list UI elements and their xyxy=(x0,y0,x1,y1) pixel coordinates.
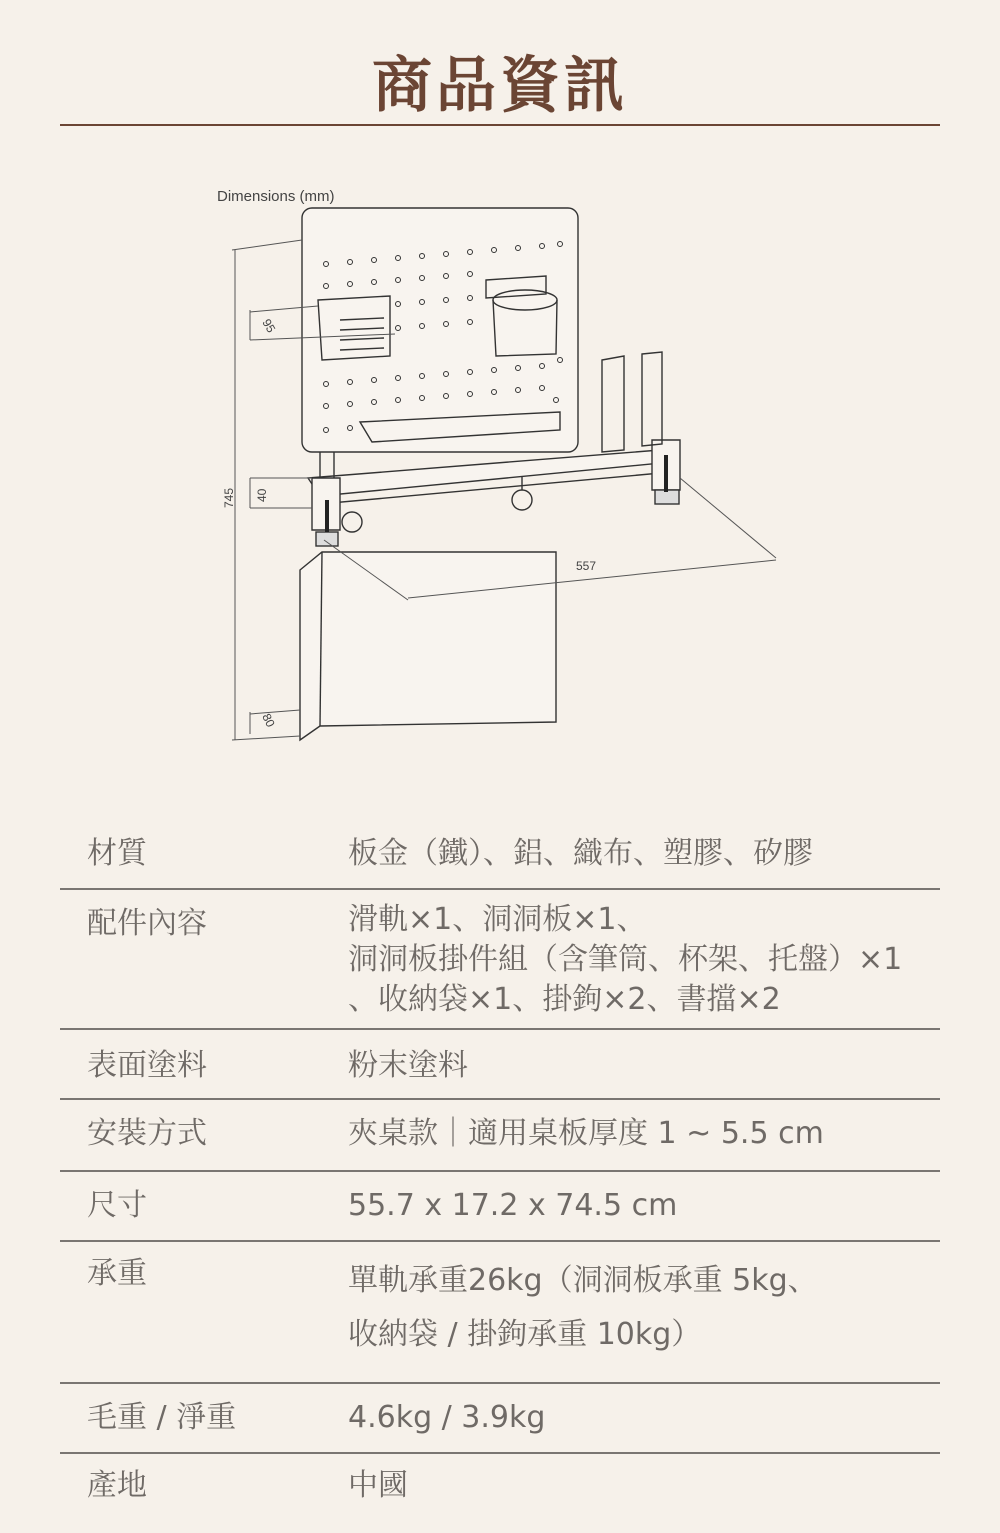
spec-value-line: 收納袋 / 掛鉤承重 10kg） xyxy=(348,1317,702,1352)
spec-row xyxy=(60,1172,940,1242)
dim-height-label: 745 xyxy=(222,487,236,508)
spec-value-line: 洞洞板掛件組（含筆筒、杯架、托盤）×1 xyxy=(348,942,903,977)
spec-label: 承重 xyxy=(87,1256,147,1291)
spec-row xyxy=(60,820,940,890)
spec-value xyxy=(348,1466,930,1506)
cup-holder xyxy=(486,276,546,298)
dim-clamp-label: 80 xyxy=(259,711,278,730)
spec-value xyxy=(348,1186,930,1226)
spec-value xyxy=(348,1254,930,1362)
spec-label: 產地 xyxy=(87,1468,147,1503)
spec-value-line: 滑軌×1、洞洞板×1、 xyxy=(348,902,647,937)
spec-row xyxy=(60,1030,940,1100)
dim-width-label: 557 xyxy=(576,559,597,573)
spec-label: 尺寸 xyxy=(87,1188,147,1223)
spec-label: 材質 xyxy=(87,836,147,871)
spec-row xyxy=(60,1100,940,1172)
spec-label: 配件內容 xyxy=(87,906,207,941)
spec-value xyxy=(348,1398,930,1438)
desk-board xyxy=(300,552,556,740)
spec-value-line: 粉末塗料 xyxy=(348,1048,468,1083)
spec-row xyxy=(60,890,940,1030)
spec-value-line: 4.6kg / 3.9kg xyxy=(348,1400,546,1435)
page-title: 商品資訊 xyxy=(372,51,628,121)
spec-table xyxy=(60,820,940,1524)
product-dimension-diagram xyxy=(195,180,835,760)
book-end-right xyxy=(642,352,662,446)
spec-value-line: 中國 xyxy=(348,1468,408,1503)
spec-value-line: 、收納袋×1、掛鉤×2、書擋×2 xyxy=(348,982,781,1017)
spec-row xyxy=(60,1454,940,1524)
spec-value-line: 夾桌款｜適用桌板厚度 1 ~ 5.5 cm xyxy=(348,1116,824,1151)
spec-value-line: 55.7 x 17.2 x 74.5 cm xyxy=(348,1188,678,1223)
book-end-left xyxy=(602,356,624,452)
spec-label: 表面塗料 xyxy=(87,1048,207,1083)
spec-row xyxy=(60,1242,940,1384)
spec-value xyxy=(348,900,930,1020)
spec-label: 安裝方式 xyxy=(87,1116,207,1151)
spec-value-line: 單軌承重26kg（洞洞板承重 5kg、 xyxy=(348,1263,818,1298)
spec-value-line: 板金（鐵）、鋁、織布、塑膠、矽膠 xyxy=(348,836,813,871)
spec-value xyxy=(348,1114,930,1154)
dimensions-caption: Dimensions (mm) xyxy=(217,188,335,205)
spec-row xyxy=(60,1384,940,1454)
dim-depth-label: 95 xyxy=(259,316,279,336)
spec-value xyxy=(348,834,930,874)
title-divider xyxy=(60,124,940,126)
spec-value xyxy=(348,1046,930,1086)
dim-rail-label: 40 xyxy=(255,488,269,502)
spec-label: 毛重 / 淨重 xyxy=(87,1400,237,1435)
